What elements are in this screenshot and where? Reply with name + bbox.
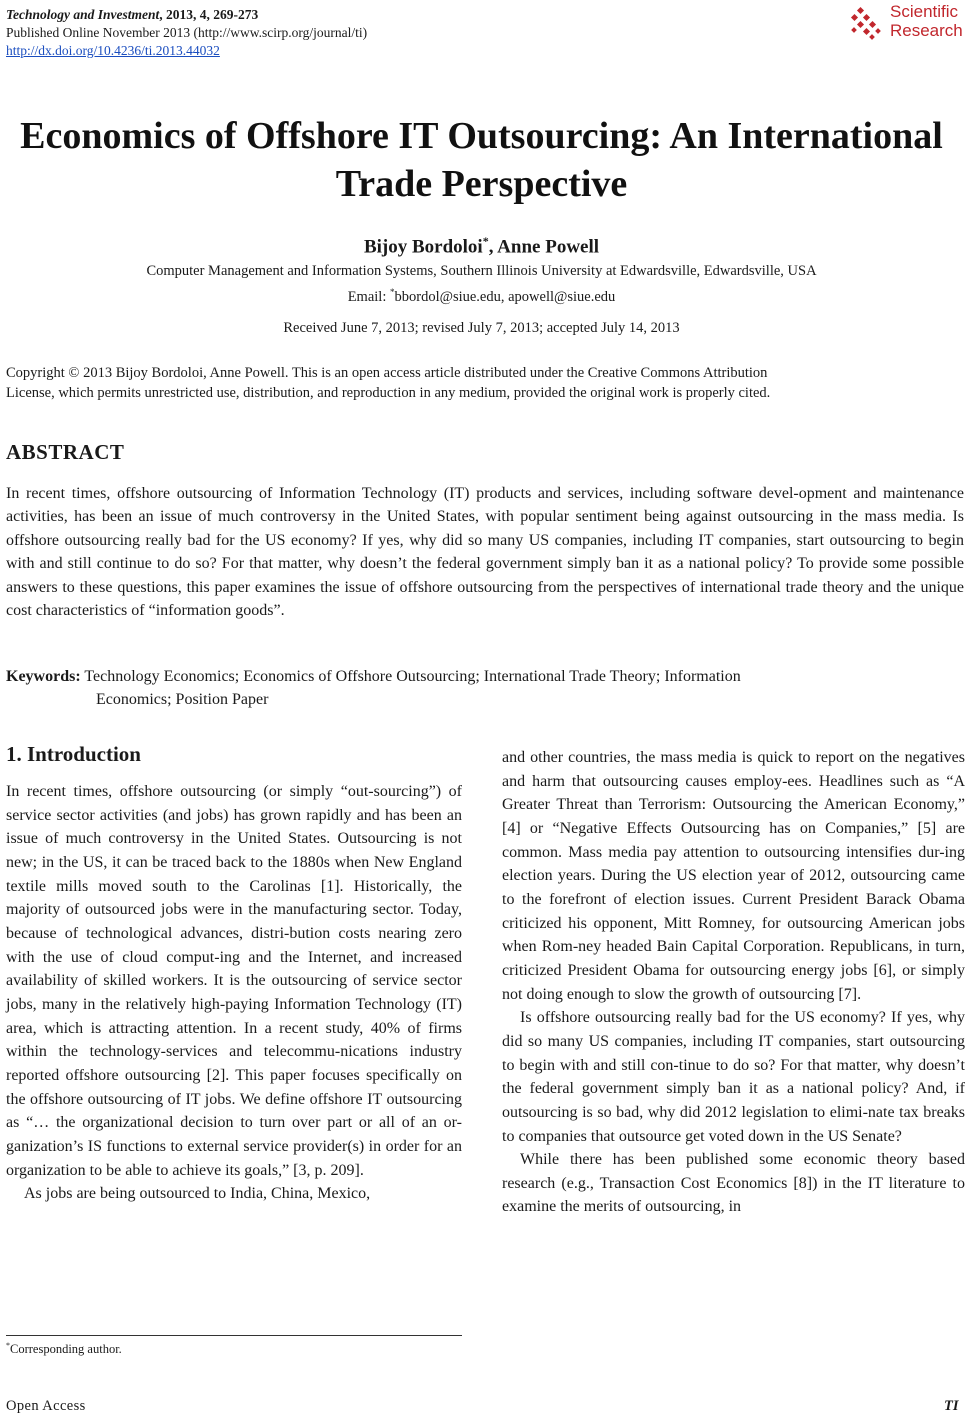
publisher-logo xyxy=(848,2,970,44)
footer-journal-abbrev: TI xyxy=(944,1398,959,1414)
paragraph: As jobs are being outsourced to India, China, Mexico, xyxy=(24,1185,371,1203)
keywords-label: Keywords: xyxy=(6,668,81,685)
affiliation: Computer Management and Information Systems, Southern Illinois University at Edwardsville, Edwardsville, USA xyxy=(146,263,817,279)
paragraph: In recent times, offshore outsourcing (or simply “out-sourcing”) of service sector activities (and jobs) has grown rapidly and has been an issue of much controversy in the United States. Outsourcing is not new; in the US, it can be traced back to the 1880s when New England textile mills moved south to the Carolinas [1]. Historically, the majority of outsourced jobs were in the manufacturing sector. Today, because of technological advances, distri-bution costs nearing zero with the use of cloud comput-ing and the Internet, and increased availability of skilled workers. It is the outsourcing of service sector jobs, many in the relatively high-paying Information Technology (IT) area, which is attracting attention. In a recent study, 40% of firms within the technology-services and telecommu-nications industry reported offshore outsourcing [2]. This paper focuses specifically on the offshore outsourcing of IT jobs. We define offshore IT outsourcing as “… the organizational decision to turn over part or all of an or-ganization’s IS functions to external service provider(s) in order for an organization to be able to achieve its goals,” [3, p. 209]. xyxy=(6,783,462,1179)
section-heading-introduction: 1. Introduction xyxy=(6,742,141,766)
email-line: Email: *bbordol@siue.edu, apowell@siue.edu xyxy=(347,287,616,305)
logo-mark-icon xyxy=(850,6,888,42)
doi-link[interactable]: http://dx.doi.org/10.4236/ti.2013.44032 xyxy=(6,43,220,58)
paragraph: Is offshore outsourcing really bad for the US economy? If yes, why did so many US companies, including IT companies, start outsourcing to begin with and still con-tinue to do so? For that matter, why doesn’t the federal government simply ban it as a national policy? And, if outsourcing is so bad, why did 2012 legislation to elimi-nate tax breaks to companies that outsource get voted down in the US Senate? xyxy=(502,1009,965,1145)
paragraph: and other countries, the mass media is quick to report on the negatives and harm that outsourcing causes employ-ees. Headlines such as “A Greater Threat than Terrorism: Outsourcing the American Economy,” [4] or “Negative Effects Outsourcing has on Companies,” [5] are common. Mass media pay attention to outsourcing intensifies dur-ing election years. During the US election year of 2012, outsourcing came to the forefront of election issues. Current President Barack Obama criticized his opponent, Mitt Romney, for outsourcing American jobs when Rom-ney headed Bain Capital Corporation. Republicans, in turn, criticized President Obama for outsourcing energy jobs [6], or simply not doing enough to slow the growth of outsourcing [7]. xyxy=(502,749,965,1003)
body-column-right xyxy=(502,746,965,1219)
body-column-left xyxy=(6,780,462,1206)
copyright-notice: Copyright © 2013 Bijoy Bordoloi, Anne Powell. This is an open access article distributed under the Creative Commons Attribution License, which permits unrestricted use, distribution, and reproduction in any medium, provided the original work is properly cited. xyxy=(6,365,771,401)
journal-citation xyxy=(6,6,367,24)
affiliation-block xyxy=(0,261,963,308)
journal-volume: , 2013, 4, 269-273 xyxy=(159,7,259,22)
paper-title: Economics of Offshore IT Outsourcing: An International Trade Perspective xyxy=(20,115,943,205)
journal-header xyxy=(6,6,367,60)
received-dates: Received June 7, 2013; revised July 7, 2013; accepted July 14, 2013 xyxy=(283,320,680,336)
author-list: Bijoy Bordoloi*, Anne Powell xyxy=(363,234,600,258)
footnote-divider xyxy=(6,1335,462,1336)
footnote: *Corresponding author. xyxy=(6,1341,122,1357)
paragraph: While there has been published some economic theory based research (e.g., Transaction Cost Economics [8]) in the IT literature to examine the merits of outsourcing, in xyxy=(502,1151,965,1216)
published-online: Published Online November 2013 (http://www.scirp.org/journal/ti) xyxy=(6,25,368,40)
abstract-text: In recent times, offshore outsourcing of Information Technology (IT) products and services, including software devel-opment and maintenance activities, has been an issue of much controversy in the United States, with popular sentiment being against outsourcing in the mass media. Is offshore outsourcing really bad for the US economy? If yes, why did so many US companies, including IT companies, start outsourcing to begin with and still continue to do so? For that matter, why doesn’t the federal government simply ban it as a national policy? To provide some possible answers to these questions, this paper examines the issue of offshore outsourcing from the perspectives of international trade theory and the unique cost characteristics of “information goods”. xyxy=(6,485,964,620)
abstract-heading: ABSTRACT xyxy=(6,440,125,464)
keywords-list-cont: Economics; Position Paper xyxy=(96,691,269,709)
keywords xyxy=(6,665,964,712)
keywords-list: Technology Economics; Economics of Offshore Outsourcing; International Trade Theory; Information xyxy=(84,668,741,685)
footer-open-access: Open Access xyxy=(6,1398,86,1414)
logo-wordmark: Scientific Research xyxy=(890,2,963,40)
journal-name: Technology and Investment xyxy=(6,7,160,22)
